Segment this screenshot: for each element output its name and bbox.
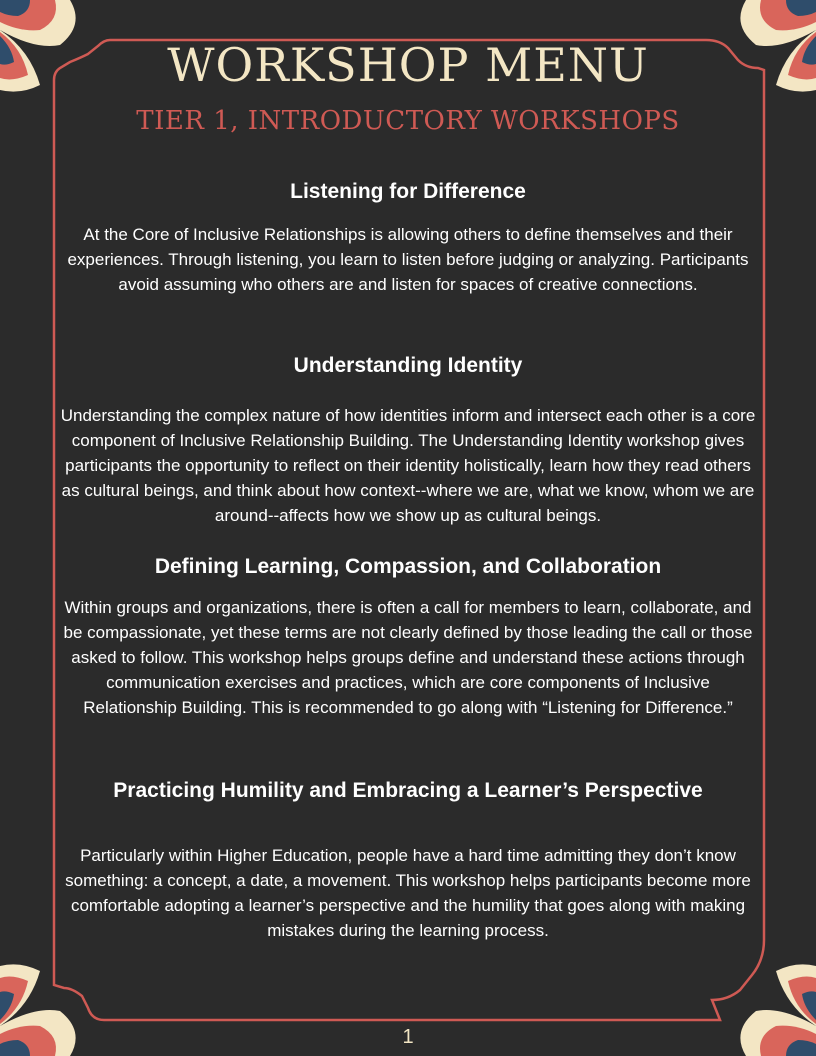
workshop-description-identity: Understanding the complex nature of how identities inform and intersect each other is a core component of Inclusive Relationship Building. The Understanding Identity workshop gives participants the opportunity to reflect on their identity holistically, learn how they read others as cultural beings, and think about how context--where we are, what we know, whom we are around--affects how we show up as cultural beings.	[60, 406, 756, 525]
workshop-description-listening: At the Core of Inclusive Relationships is allowing others to define themselves and their experiences. Through listening, you learn to listen before judging or analyzing. Participants avoid assuming who others are and listen for spaces of creative connections.	[67, 225, 749, 294]
workshop-heading-humility: Practicing Humility and Embracing a Learner’s Perspective	[113, 779, 703, 802]
workshop-heading-identity: Understanding Identity	[293, 354, 523, 377]
page-subtitle: TIER 1, INTRODUCTORY WORKSHOPS	[136, 106, 680, 136]
workshop-heading-listening: Listening for Difference	[290, 180, 526, 203]
workshop-description-defining: Within groups and organizations, there is often a call for members to learn, collaborate, and be compassionate, yet these terms are not clearly defined by those leading the call or those asked to follow. This workshop helps groups define and understand these actions through communication exercises and practices, which are core components of Inclusive Relationship Building. This is recommended to go along with “Listening for Difference.”	[63, 598, 753, 717]
page-number: 1	[402, 1026, 414, 1048]
workshop-description-humility: Particularly within Higher Education, people have a hard time admitting they don’t know something: a concept, a date, a movement. This workshop helps participants become more comfortable adopting a learner’s perspective and the humility that goes along with making mistakes during the learning process.	[65, 846, 751, 940]
page-title: WORKSHOP MENU	[167, 38, 649, 92]
workshop-heading-defining: Defining Learning, Compassion, and Collaboration	[154, 555, 662, 578]
